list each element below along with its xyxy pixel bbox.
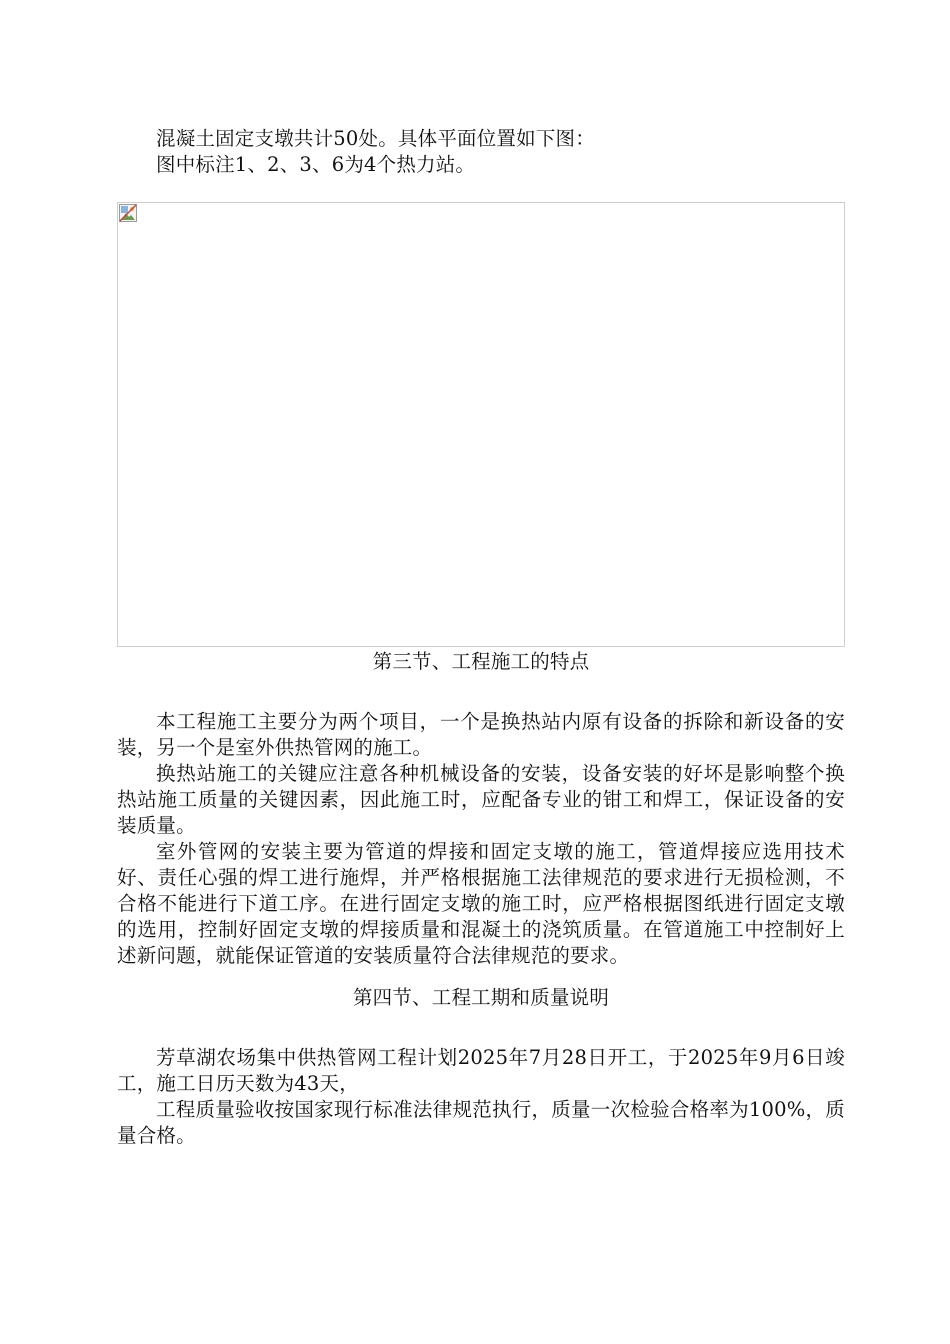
document-page (117, 126, 845, 1149)
broken-image-icon (119, 204, 137, 222)
site-plan-figure (117, 202, 845, 647)
section3-paragraph: 换热站施工的关键应注意各种机械设备的安装，设备安装的好坏是影响整个换热站施工质量的关键因素，因此施工时，应配备专业的钳工和焊工，保证设备的安装质量。 (117, 762, 845, 837)
section4-paragraph: 芳草湖农场集中供热管网工程计划2025年7月28日开工，于2025年9月6日竣工，施工日历天数为43天， (117, 1046, 845, 1095)
section3-title: 第三节、工程施工的特点 (372, 650, 590, 673)
section3-paragraph: 室外管网的安装主要为管道的焊接和固定支墩的施工，管道焊接应选用技术好、责任心强的焊工进行施焊，并严格根据施工法律规范的要求进行无损检测，不合格不能进行下道工序。在进行固定支墩的施工时，应严格根据图纸进行固定支墩的选用，控制好固定支墩的焊接质量和混凝土的浇筑质量。在管道施工中控制好上述新问题，就能保证管道的安装质量符合法律规范的要求。 (117, 840, 845, 967)
section4-title: 第四节、工程工期和质量说明 (352, 986, 610, 1009)
intro-paragraph-2: 图中标注1、2、3、6为4个热力站。 (156, 153, 476, 176)
section4-paragraph: 工程质量验收按国家现行标准法律规范执行，质量一次检验合格率为100%，质量合格。 (117, 1098, 845, 1147)
intro-paragraph-1: 混凝土固定支墩共计50处。具体平面位置如下图： (156, 127, 595, 150)
section3-paragraph: 本工程施工主要分为两个项目，一个是换热站内原有设备的拆除和新设备的安装，另一个是室外供热管网的施工。 (117, 710, 845, 759)
